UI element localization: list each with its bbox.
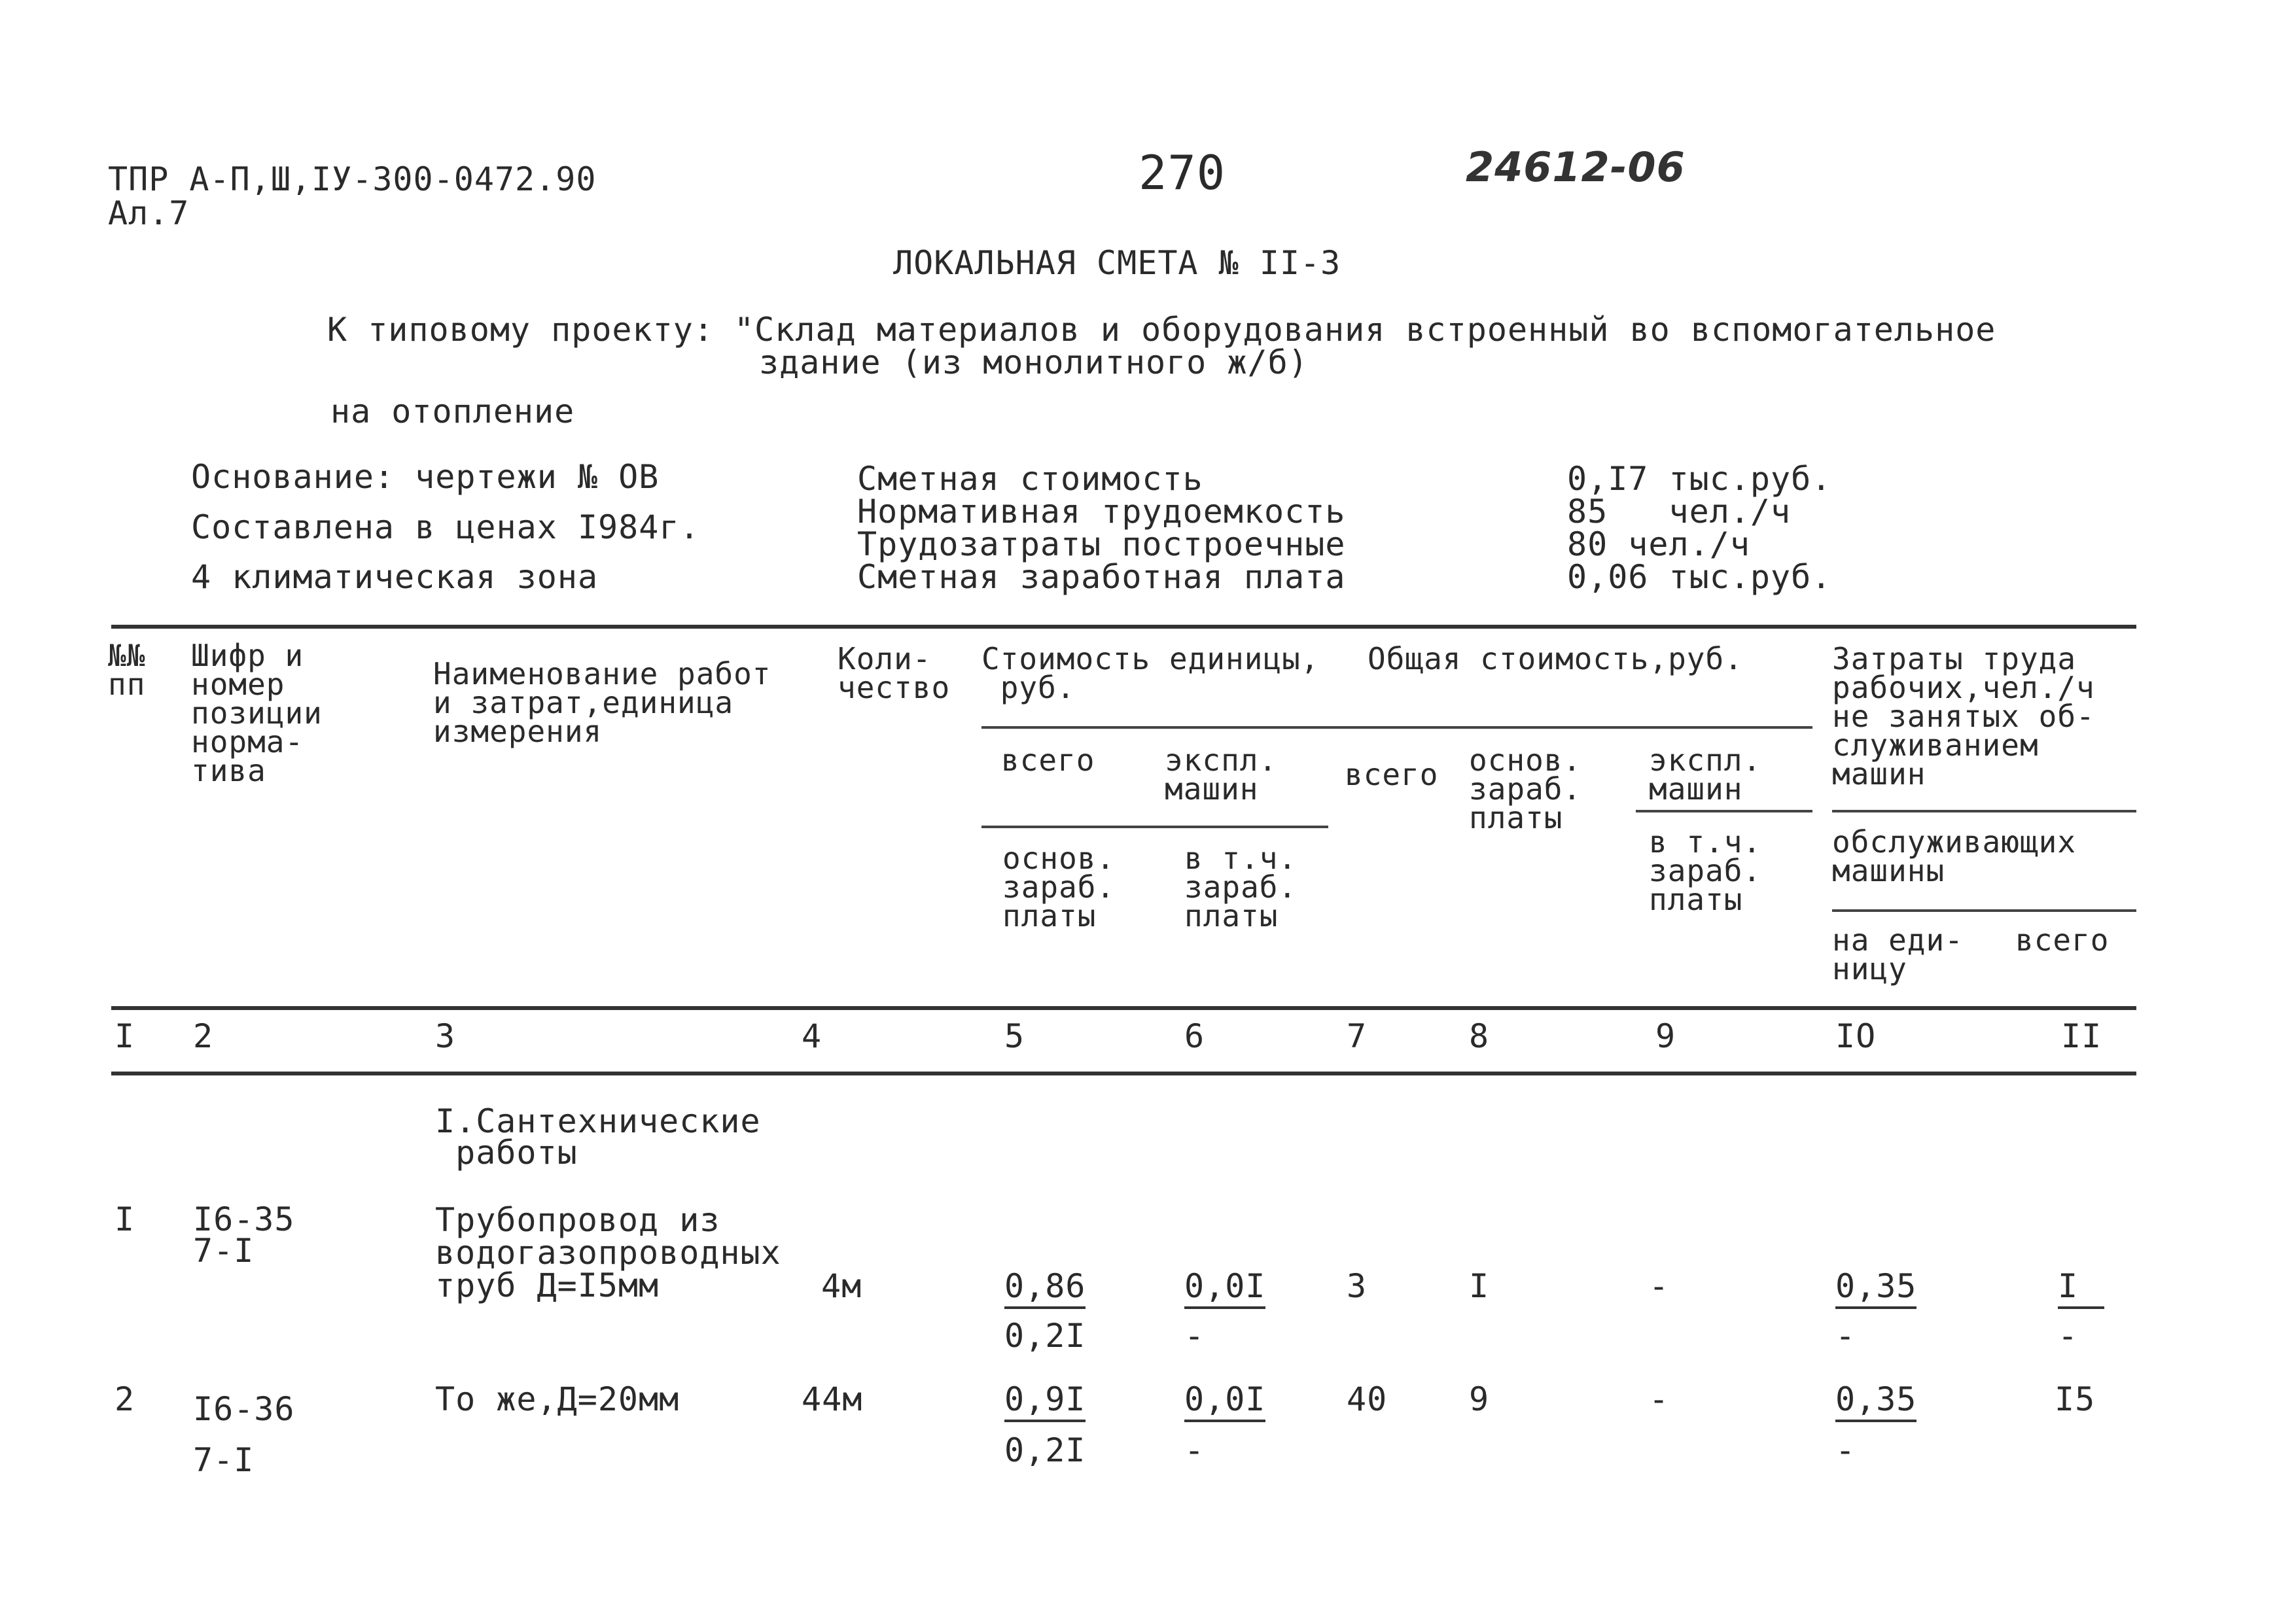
project-line-1: К типовому проекту: "Склад материалов и оборудования встроенный во вспомогательное	[327, 311, 1996, 349]
album-number: Ал.7	[108, 194, 190, 232]
row-2-code: I6-36 7-I	[193, 1390, 295, 1479]
total-machines-header: экспл. машин	[1649, 742, 1762, 807]
total-machine-wage-header: в т.ч. зараб. платы	[1649, 824, 1762, 917]
basis-prices: Составлена в ценах I984г.	[191, 508, 700, 546]
col-number-11: II	[2061, 1017, 2102, 1055]
row-2-number: 2	[115, 1380, 135, 1418]
row-1-labor-per-unit-servicing: -	[1835, 1317, 1856, 1355]
row-1-labor-total: I	[2058, 1267, 2104, 1309]
col-number-header: №№ пп	[108, 638, 146, 702]
summary-cost-value: 0,I7 тыс.руб.	[1567, 460, 1832, 498]
inventory-stamp: 24612-06	[1466, 143, 1686, 191]
summary-labor-value: 85 чел./ч	[1567, 493, 1792, 531]
unit-machines-header: экспл. машин	[1165, 742, 1278, 807]
row-1-quantity: 4м	[821, 1267, 862, 1305]
labor-servicing-header: обслуживающих машины	[1832, 824, 2077, 888]
row-1-total-wage: I	[1469, 1267, 1490, 1305]
row-1-number: I	[115, 1200, 135, 1238]
row-1-labor-per-unit: 0,35	[1835, 1267, 1916, 1309]
col-number-6: 6	[1184, 1017, 1205, 1055]
summary-wage-value: 0,06 тыс.руб.	[1567, 558, 1832, 596]
labor-per-unit-header: на еди- ницу	[1832, 922, 1964, 986]
project-line-2: здание (из монолитного ж/б)	[759, 343, 1309, 381]
row-1-unit-wage: 0,2I	[1004, 1317, 1086, 1355]
table-top-rule	[111, 625, 2136, 629]
total-cost-header: Общая стоимость,руб.	[1368, 641, 1743, 676]
col-number-9: 9	[1655, 1017, 1676, 1055]
row-1-unit-total: 0,86	[1004, 1267, 1086, 1309]
labor-subrule-1	[1832, 810, 2136, 812]
labor-subrule-2	[1832, 909, 2136, 912]
summary-cost-label: Сметная стоимость	[857, 460, 1203, 498]
estimate-title: ЛОКАЛЬНАЯ СМЕТА № II-3	[893, 244, 1341, 282]
summary-wage-label: Сметная заработная плата	[857, 558, 1346, 596]
unit-cost-subrule	[981, 826, 1328, 828]
row-1-name: Трубопровод из водогазопроводных труб Д=I5мм	[435, 1201, 781, 1304]
row-2-unit-total: 0,9I	[1004, 1380, 1086, 1422]
row-1-unit-machines: 0,0I	[1184, 1267, 1265, 1309]
col-number-10: IO	[1835, 1017, 1877, 1055]
row-2-total-wage: 9	[1469, 1380, 1490, 1418]
row-1-total: 3	[1347, 1267, 1368, 1305]
machine-cost-subrule	[1636, 810, 1812, 812]
row-2-unit-machine-wage: -	[1184, 1431, 1205, 1469]
col-number-2: 2	[193, 1017, 214, 1055]
row-2-labor-per-unit: 0,35	[1835, 1380, 1916, 1422]
row-2-name: То же,Д=20мм	[435, 1380, 680, 1418]
row-2-labor-per-unit-servicing: -	[1835, 1431, 1856, 1469]
col-number-7: 7	[1347, 1017, 1368, 1055]
basis-drawings: Основание: чертежи № ОВ	[191, 458, 660, 496]
row-2-total-machines: -	[1649, 1380, 1670, 1418]
row-2-unit-wage: 0,2I	[1004, 1431, 1086, 1469]
row-2-total: 40	[1347, 1380, 1388, 1418]
unit-machine-wage-header: в т.ч. зараб. платы	[1184, 841, 1298, 934]
row-1-code: I6-35 7-I	[193, 1200, 295, 1270]
page-number: 270	[1139, 145, 1226, 200]
col-code-header: Шифр и номер позиции норма- тива	[191, 638, 323, 788]
summary-labor-label: Нормативная трудоемкость	[857, 493, 1346, 531]
document-code: ТПР А-П,Ш,IУ-300-0472.90	[108, 160, 597, 198]
labor-total-header: всего	[2015, 922, 2110, 958]
unit-wage-header: основ. зараб. платы	[1002, 841, 1116, 934]
row-2-labor-total: I5	[2055, 1380, 2096, 1418]
total-total-header: всего	[1345, 757, 1439, 792]
col-number-3: 3	[435, 1017, 456, 1055]
labor-header: Затраты труда рабочих,чел./ч не занятых об- служиванием машин	[1832, 641, 2095, 792]
unit-cost-header: Стоимость единицы, руб.	[981, 641, 1320, 705]
cost-header-rule	[981, 726, 1812, 729]
col-number-1: I	[115, 1017, 135, 1055]
header-bottom-rule	[111, 1006, 2136, 1010]
estimate-purpose: на отопление	[330, 393, 575, 430]
summary-site-labor-label: Трудозатраты построечные	[857, 525, 1346, 563]
numbers-bottom-rule	[111, 1072, 2136, 1075]
col-number-4: 4	[802, 1017, 822, 1055]
section-title: I.Сантехнические работы	[435, 1102, 761, 1172]
unit-total-header: всего	[1001, 742, 1095, 778]
col-number-5: 5	[1004, 1017, 1025, 1055]
col-quantity-header: Коли- чество	[838, 641, 951, 705]
row-2-quantity: 44м	[802, 1380, 863, 1418]
summary-site-labor-value: 80 чел./ч	[1567, 525, 1750, 563]
col-number-8: 8	[1469, 1017, 1490, 1055]
row-1-total-machines: -	[1649, 1267, 1670, 1305]
row-1-labor-total-servicing: -	[2058, 1317, 2079, 1355]
row-1-unit-machine-wage: -	[1184, 1317, 1205, 1355]
col-name-header: Наименование работ и затрат,единица измерения	[433, 656, 771, 749]
total-wage-header: основ. зараб. платы	[1469, 742, 1582, 835]
row-2-unit-machines: 0,0I	[1184, 1380, 1265, 1422]
basis-climate-zone: 4 климатическая зона	[191, 558, 599, 596]
